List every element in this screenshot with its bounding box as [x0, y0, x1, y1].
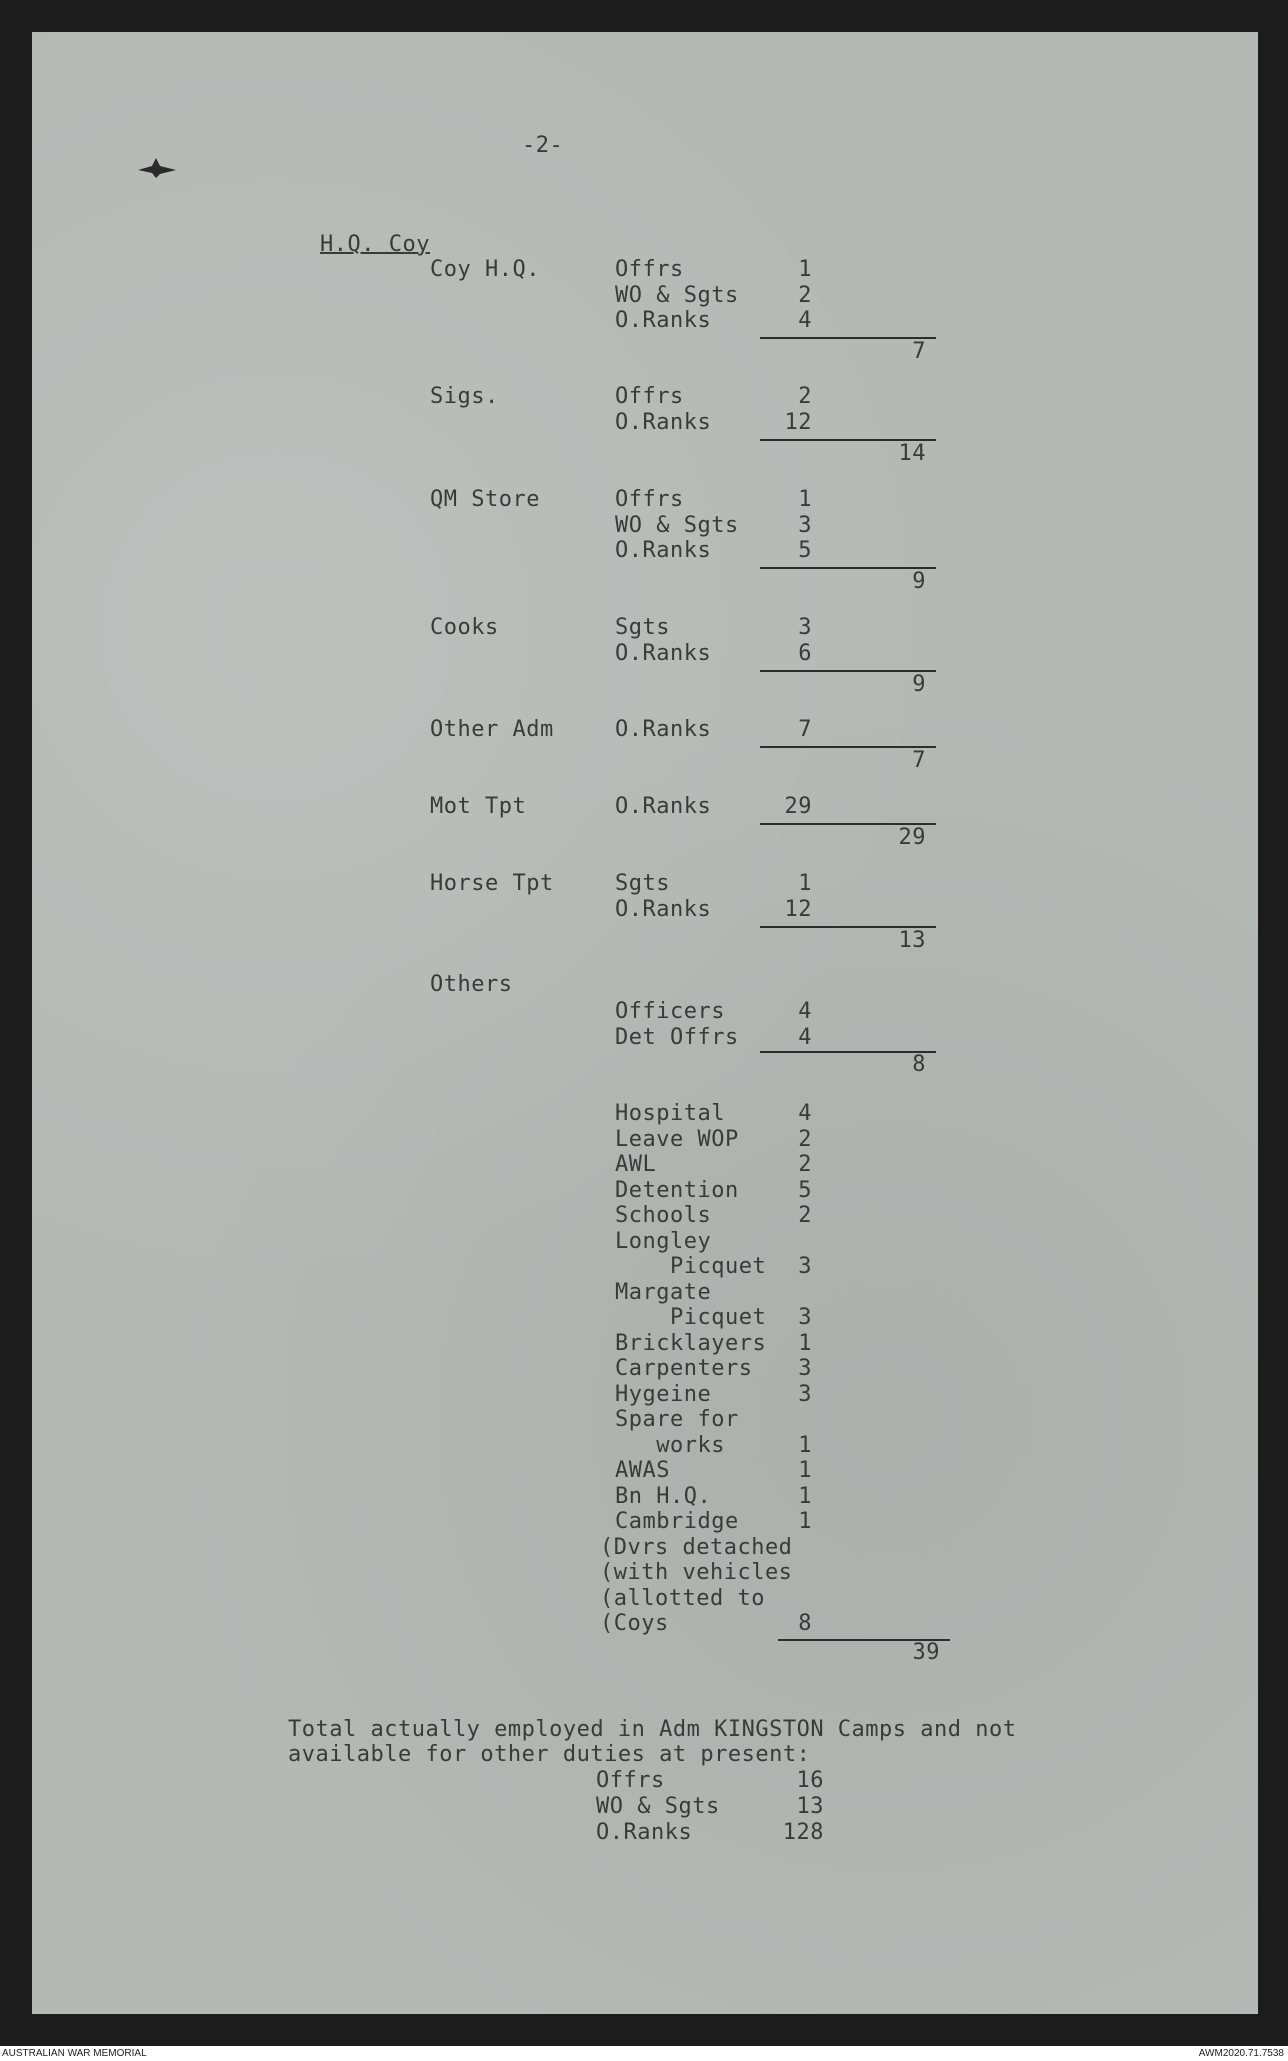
row-label: O.Ranks — [615, 717, 712, 742]
subtotal-rule — [760, 337, 936, 339]
row-label: (Dvrs detached — [600, 1534, 793, 1560]
row-label: works — [615, 1432, 725, 1458]
row-value: 1 — [798, 1432, 812, 1458]
row-label: Offrs — [615, 384, 684, 409]
summary-label: WO & Sgts — [596, 1794, 720, 1819]
group-total: 29 — [898, 825, 926, 850]
row-label: (Coys — [600, 1611, 669, 1636]
subtotal-rule — [760, 567, 936, 569]
row-label: Offrs — [615, 487, 684, 512]
summary-value: 16 — [796, 1768, 824, 1793]
row-label: Hospital — [615, 1101, 725, 1126]
row-value: 12 — [784, 409, 812, 435]
group-total: 7 — [912, 339, 926, 364]
row-value: 7 — [798, 717, 812, 742]
archive-id: AWM2020.71.7538 — [1198, 2048, 1284, 2059]
row-value: 2 — [798, 1126, 812, 1152]
row-value: 3 — [798, 615, 812, 640]
row-value: 1 — [798, 1330, 812, 1356]
archive-name: AUSTRALIAN WAR MEMORIAL — [2, 2048, 147, 2059]
group-name: Coy H.Q. — [430, 257, 540, 282]
row-label: Officers — [615, 999, 725, 1024]
row-value: 2 — [798, 1203, 812, 1228]
summary-value: 128 — [782, 1820, 824, 1845]
row-label: Bricklayers — [615, 1330, 767, 1356]
group-name: Mot Tpt — [430, 794, 527, 819]
row-label: O.Ranks — [615, 409, 712, 435]
row-value: 5 — [798, 538, 812, 563]
row-value: 3 — [798, 512, 812, 538]
group-name: Other Adm — [430, 717, 554, 742]
row-value: 4 — [798, 999, 812, 1024]
row-label: Leave WOP — [615, 1126, 739, 1152]
archive-footer — [0, 2046, 1288, 2061]
row-label: AWL — [615, 1152, 657, 1177]
group-total: 14 — [898, 440, 926, 466]
row-value: 6 — [798, 640, 812, 666]
row-label: (allotted to — [600, 1585, 765, 1611]
row-label: Spare for — [615, 1407, 739, 1432]
group-name: Sigs. — [430, 384, 499, 409]
summary-line-1: Total actually employed in Adm KINGSTON Camps and not — [288, 1717, 1017, 1742]
summary-line-2: available for other duties at present: — [288, 1742, 811, 1767]
page-number: -2- — [522, 133, 564, 158]
row-label: Picquet — [615, 1254, 767, 1279]
row-value: 1 — [798, 487, 812, 512]
row-label: Carpenters — [615, 1356, 753, 1381]
group-total: 13 — [898, 927, 926, 953]
row-label: Margate — [615, 1279, 712, 1305]
row-label: O.Ranks — [615, 640, 712, 666]
group-name: Cooks — [430, 615, 499, 640]
summary-label: O.Ranks — [596, 1820, 693, 1845]
row-value: 29 — [784, 794, 812, 819]
row-value: 8 — [798, 1611, 812, 1636]
row-label: Bn H.Q. — [615, 1483, 712, 1509]
row-value: 1 — [798, 1483, 812, 1509]
row-label: Sgts — [615, 871, 670, 896]
row-label: (with vehicles — [600, 1560, 793, 1585]
row-label: O.Ranks — [615, 538, 712, 563]
row-label: Detention — [615, 1177, 739, 1203]
summary-label: Offrs — [596, 1768, 665, 1793]
row-value: 1 — [798, 871, 812, 896]
row-value: 4 — [798, 1024, 812, 1050]
group-total: 39 — [912, 1640, 940, 1665]
row-value: 2 — [798, 1152, 812, 1177]
row-label: Offrs — [615, 257, 684, 282]
row-label: Sgts — [615, 615, 670, 640]
row-label: WO & Sgts — [615, 512, 739, 538]
group-total: 9 — [912, 671, 926, 697]
row-label: O.Ranks — [615, 896, 712, 922]
row-label: AWAS — [615, 1458, 670, 1483]
summary-value: 13 — [796, 1794, 824, 1819]
row-value: 3 — [798, 1356, 812, 1381]
ink-blot-mark — [136, 154, 182, 182]
row-label: Hygeine — [615, 1381, 712, 1407]
row-value: 1 — [798, 1458, 812, 1483]
row-label: Det Offrs — [615, 1024, 739, 1050]
row-label: O.Ranks — [615, 308, 712, 333]
row-value: 3 — [798, 1254, 812, 1279]
row-value: 2 — [798, 282, 812, 308]
group-total: 8 — [912, 1052, 926, 1077]
row-value: 1 — [798, 1509, 812, 1534]
row-value: 1 — [798, 257, 812, 282]
row-label: Cambridge — [615, 1509, 739, 1534]
row-label: O.Ranks — [615, 794, 712, 819]
row-value: 4 — [798, 1101, 812, 1126]
row-label: Longley — [615, 1228, 712, 1254]
subtotal-rule — [760, 746, 936, 748]
group-total: 9 — [912, 569, 926, 594]
group-total: 7 — [912, 748, 926, 773]
row-label: Schools — [615, 1203, 712, 1228]
row-value: 3 — [798, 1381, 812, 1407]
row-label: WO & Sgts — [615, 282, 739, 308]
row-value: 5 — [798, 1177, 812, 1203]
subtotal-rule — [760, 670, 936, 672]
group-name: Others — [430, 972, 513, 997]
row-value: 4 — [798, 308, 812, 333]
group-name: QM Store — [430, 487, 540, 512]
row-label: Picquet — [615, 1305, 767, 1330]
section-heading: H.Q. Coy — [320, 232, 430, 257]
row-value: 3 — [798, 1305, 812, 1330]
row-value: 2 — [798, 384, 812, 409]
row-value: 12 — [784, 896, 812, 922]
group-name: Horse Tpt — [430, 871, 554, 896]
